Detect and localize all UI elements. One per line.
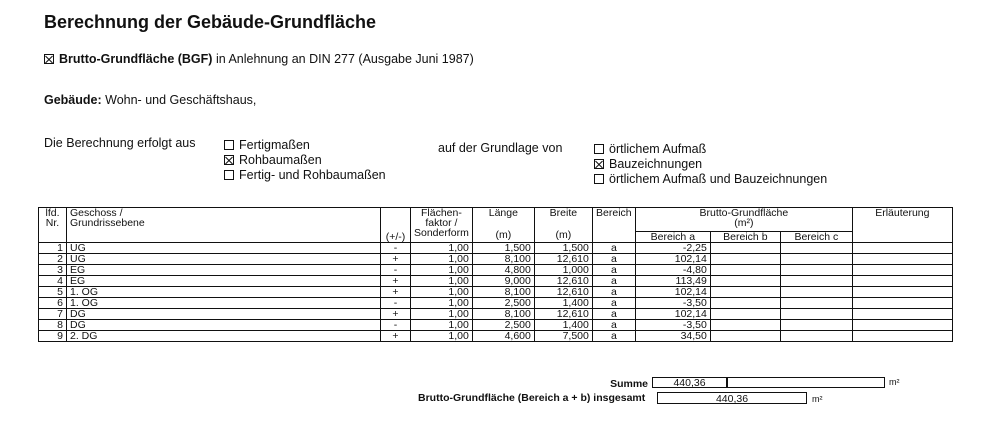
building-label: Gebäude: (44, 93, 102, 107)
option-label: Fertigmaßen (239, 138, 310, 152)
option-fertig-und-rohbaumasse[interactable] (224, 168, 386, 182)
option-label: örtlichem Aufmaß (609, 142, 707, 156)
header-bereich-b: Bereich b (710, 232, 780, 243)
header-plusminus: (+/-) (381, 208, 411, 243)
bgf-option (44, 52, 474, 66)
area-table (38, 207, 953, 342)
checkbox-aufmass-und-bauzeichnungen[interactable] (594, 174, 604, 184)
table-row: 1 UG - 1,00 1,500 1,500 a -2,25 (39, 243, 953, 254)
option-rohbaumasse[interactable] (224, 153, 386, 167)
header-breite: Breite (m) (534, 208, 592, 243)
option-label: Fertig- und Rohbaumaßen (239, 168, 386, 182)
page-title: Berechnung der Gebäude-Grundfläche (44, 12, 377, 32)
calculation-basis-options (224, 138, 386, 183)
summe-unit: m² (889, 377, 900, 387)
summe-label: Summe (610, 378, 648, 390)
table-row: 6 1. OG - 1,00 2,500 1,400 a -3,50 (39, 298, 953, 309)
table-row: 4 EG + 1,00 9,000 12,610 a 113,49 (39, 276, 953, 287)
header-erlaeuterung: Erläuterung (852, 208, 952, 243)
option-fertigmasse[interactable] (224, 138, 386, 152)
checkbox-fertigmasse[interactable] (224, 140, 234, 150)
table-row: 5 1. OG + 1,00 8,100 12,610 a 102,14 (39, 287, 953, 298)
header-brutto-grundflaeche: Brutto-Grundfläche (m²) (635, 208, 852, 232)
checkbox-oertliches-aufmass[interactable] (594, 144, 604, 154)
option-label: Rohbaumaßen (239, 153, 322, 167)
header-bereich: Bereich (592, 208, 635, 243)
header-laenge: Länge (m) (472, 208, 534, 243)
option-oertliches-aufmass[interactable] (594, 142, 827, 156)
bgf-bold-label: Brutto-Grundfläche (BGF) (59, 52, 213, 66)
checkbox-bauzeichnungen[interactable] (594, 159, 604, 169)
building-value: Wohn- und Geschäftshaus, (101, 93, 257, 107)
foundation-label: auf der Grundlage von (438, 141, 563, 155)
summe-bereich-a-value: 440,36 (652, 377, 727, 388)
header-flaechenfaktor: Flächen- faktor / Sonderform (411, 208, 473, 243)
bgf-checkbox[interactable] (44, 54, 54, 64)
checkbox-fertig-und-rohbaumasse[interactable] (224, 170, 234, 180)
option-label: Bauzeichnungen (609, 157, 703, 171)
total-unit: m² (812, 394, 823, 404)
header-geschoss: Geschoss / Grundrissebene (67, 208, 381, 243)
bgf-rest-label: in Anlehnung an DIN 277 (Ausgabe Juni 1987) (212, 52, 474, 66)
option-bauzeichnungen[interactable] (594, 157, 827, 171)
total-value: 440,36 (657, 392, 807, 404)
header-bereich-a: Bereich a (635, 232, 710, 243)
option-aufmass-und-bauzeichnungen[interactable] (594, 172, 827, 186)
table-row: 9 2. DG + 1,00 4,600 7,500 a 34,50 (39, 331, 953, 342)
table-row: 3 EG - 1,00 4,800 1,000 a -4,80 (39, 265, 953, 276)
table-row: 7 DG + 1,00 8,100 12,610 a 102,14 (39, 309, 953, 320)
building-line (44, 93, 256, 107)
foundation-options (594, 142, 827, 187)
header-bereich-c: Bereich c (780, 232, 852, 243)
table-row: 8 DG - 1,00 2,500 1,400 a -3,50 (39, 320, 953, 331)
calculation-basis-label: Die Berechnung erfolgt aus (44, 136, 196, 150)
header-nr: lfd. Nr. (39, 208, 67, 243)
option-label: örtlichem Aufmaß und Bauzeichnungen (609, 172, 828, 186)
summe-bereich-bc-box (727, 377, 885, 388)
total-label: Brutto-Grundfläche (Bereich a + b) insgesamt (418, 392, 646, 404)
table-row: 2 UG + 1,00 8,100 12,610 a 102,14 (39, 254, 953, 265)
checkbox-rohbaumasse[interactable] (224, 155, 234, 165)
